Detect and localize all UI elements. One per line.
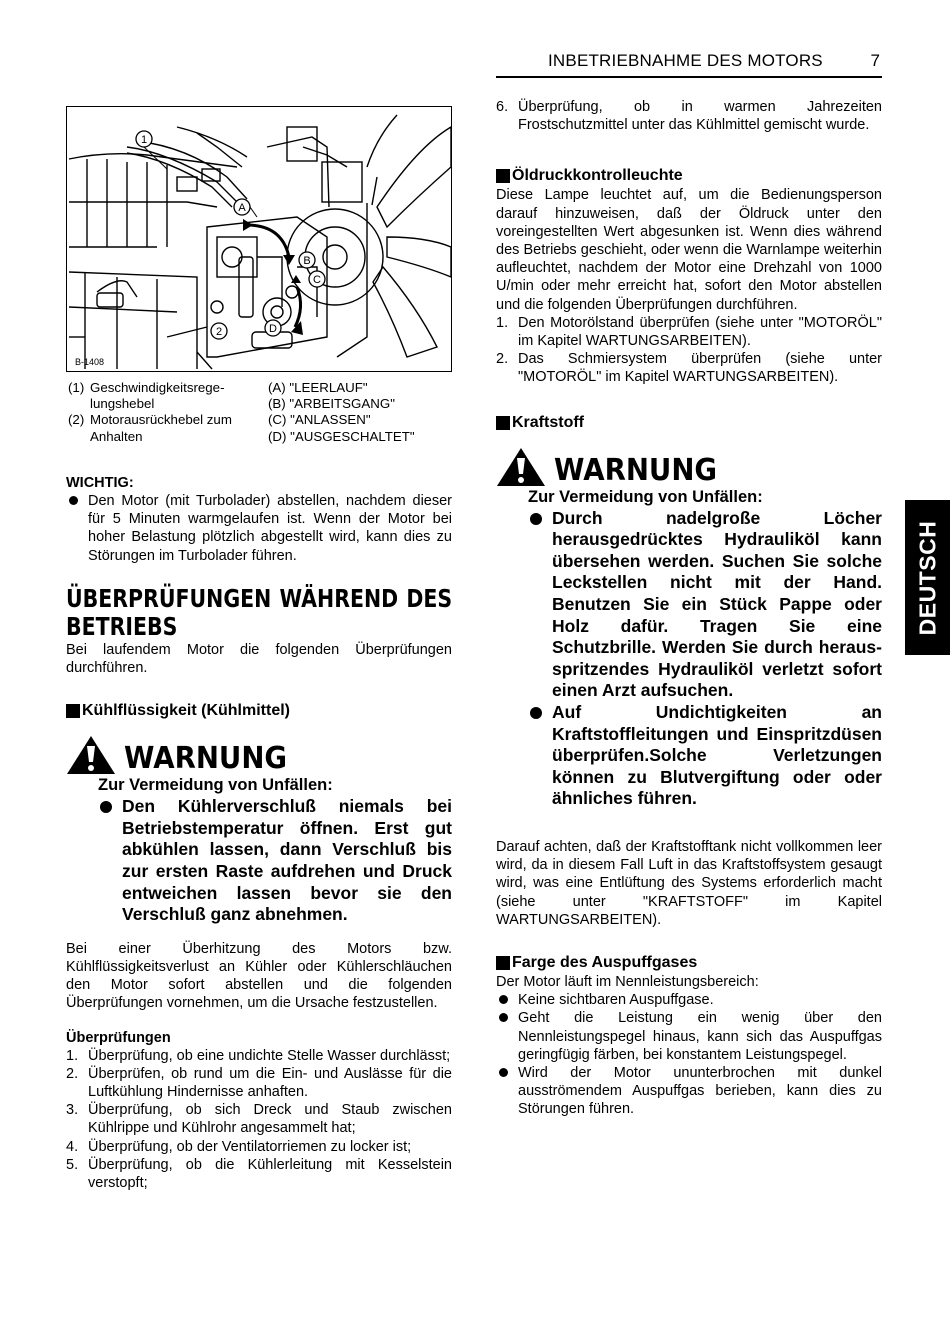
- header-title: INBETRIEBNAHME DES MOTORS: [548, 51, 823, 70]
- callout-d: D: [269, 323, 277, 335]
- exhaust-heading: Farge des Auspuffgases: [496, 953, 882, 973]
- caption-item: (B) "ARBEITSGANG": [268, 396, 395, 412]
- caption-item: (2) Motorausrückhebel zum Anhalten: [68, 412, 232, 444]
- page-header: [496, 50, 882, 78]
- coolant-paragraph: Bei einer Überhitzung des Motors bzw. Kühlflüssigkeitsverlust an Kühler oder Kühlerschläuchen den Motor sofort abstellen und die folgenden Überprüfungen vornehmen, um die Ursache festzustellen.: [66, 940, 452, 1012]
- checks-list: [66, 1047, 452, 1193]
- fuel-warning: [496, 447, 882, 810]
- square-bullet-icon: [66, 704, 80, 718]
- warning-triangle-icon: [496, 447, 546, 487]
- list-item: 2. Überprüfen, ob rund um die Ein- und Auslässe für die Luftkühlung Hindernisse anhaften.: [66, 1065, 452, 1100]
- list-item: 5. Überprüfung, ob die Kühlerleitung mit Kesselstein verstopft;: [66, 1156, 452, 1192]
- warning-bullet: Auf Undichtigkeiten an Kraftstoffleitungen und Einspritzdüsen überprüfen.Solche Verletzungen können zu Blutvergiftung oder oder ähnliches führen.: [496, 702, 882, 810]
- warning-triangle-icon: [66, 735, 116, 775]
- intro-paragraph: Bei laufendem Motor die folgenden Überprüfungen durchführen.: [66, 641, 452, 677]
- exhaust-bullet: Geht die Leistung ein wenig über den Nennleistungspegel hinaus, kann sich das Auspuffgas geringfügig färben, bei konstantem Leistungspegel.: [496, 1009, 882, 1064]
- left-column: [66, 106, 452, 1192]
- caption-item: (1) Geschwindigkeitsrege-lungshebel: [68, 380, 225, 412]
- warning-bullet: Durch nadelgroße Löcher herausgedrücktes Hydrauliköl kann übersehen werden. Suchen Sie solche Leckstellen nicht mit der Hand. Benutzen Sie ein Stück Pappe oder Holz dafür. Tragen Sie eine Schutzbrille. Werden Sie durch herausspritzendes Hydrauliköl verletzt sofort einen Arzt aufsuchen.: [496, 508, 882, 702]
- square-bullet-icon: [496, 416, 510, 430]
- warning-header: [496, 447, 882, 487]
- oil-pressure-paragraph: Diese Lampe leuchtet auf, um die Bedienungsperson darauf hinzuweisen, daß der Öldruck unter den voreingestellten Wert abgesunken ist. Wenn dies während des Betriebs geschieht, oder wenn die Warnlampe weiterhin aufleuchtet, nachdem der Motor eine Drehzahl von 1000 U/min oder mehr erreicht hat, sofort den Motor abstellen und die folgenden Überprüfungen durchführen.: [496, 187, 882, 313]
- exhaust-bullet: Wird der Motor ununterbrochen mit dunkel ausströmendem Auspuffgas berieben, kann dies zu Störungen führen.: [496, 1064, 882, 1119]
- oil-pressure-heading: Öldruckkontrolleuchte: [496, 166, 882, 186]
- bullet-dot-icon: [530, 513, 542, 525]
- main-heading-line1: ÜBERPRÜFUNGEN WÄHREND DES: [66, 583, 453, 613]
- callout-1: 1: [140, 134, 148, 146]
- callout-2: 2: [215, 326, 223, 338]
- engine-figure: [66, 106, 452, 372]
- callout-c: C: [313, 274, 321, 286]
- exhaust-bullet: Keine sichtbaren Auspuffgase.: [496, 991, 882, 1009]
- list-item: 4. Überprüfung, ob der Ventilatorriemen zu locker ist;: [66, 1138, 412, 1155]
- square-bullet-icon: [496, 956, 510, 970]
- language-tab: [905, 500, 950, 655]
- important-heading: WICHTIG:: [66, 475, 134, 491]
- engine-illustration: [67, 107, 452, 372]
- warning-bullet: Den Kühlerverschluß niemals bei Betriebstemperatur öffnen. Erst gut abkühlen lassen, dann Verschluß bis zur ersten Raste aufdrehen und Druck entweichen lassen bevor sie den Verschluß ganz abnehmen.: [66, 796, 452, 926]
- callout-b: B: [303, 255, 311, 267]
- caption-item: (A) "LEERLAUF": [268, 380, 368, 395]
- caption-right: [268, 380, 452, 445]
- square-bullet-icon: [496, 169, 510, 183]
- page-number: 7: [870, 51, 880, 70]
- list-item: 2. Das Schmiersystem überprüfen (siehe unter "MOTORÖL" im Kapitel WARTUNGSARBEITEN).: [496, 351, 882, 386]
- checks-heading: Überprüfungen: [66, 1029, 171, 1046]
- checks-list-continued: [496, 98, 882, 134]
- caption-item: (C) "ANLASSEN": [268, 412, 371, 428]
- coolant-warning: [66, 735, 452, 926]
- list-item: 1. Überprüfung, ob eine undichte Stelle Wasser durchlässt;: [66, 1047, 451, 1064]
- list-item: 3. Überprüfung, ob sich Dreck und Staub zwischen Kühlrippe und Kühlrohr angesammelt hat;: [66, 1102, 452, 1137]
- warning-title: WARNUNG: [554, 452, 718, 488]
- figure-code: B-1408: [75, 357, 105, 367]
- main-heading-line2: BETRIEBS: [66, 611, 178, 641]
- caption-item: (D) "AUSGESCHALTET": [268, 428, 415, 444]
- warning-subtitle: Zur Vermeidung von Unfällen:: [98, 776, 333, 795]
- coolant-heading: Kühlflüssigkeit (Kühlmittel): [66, 701, 452, 721]
- warning-subtitle: Zur Vermeidung von Unfällen:: [528, 487, 763, 506]
- bullet-dot-icon: [530, 707, 542, 719]
- warning-title: WARNUNG: [124, 741, 288, 777]
- callout-a: A: [238, 202, 246, 214]
- fuel-heading: Kraftstoff: [496, 413, 882, 433]
- fuel-paragraph: Darauf achten, daß der Kraftstofftank nicht vollkommen leer wird, da in diesem Fall Luft in das Kraftstoffsystem gesaugt wird, was eine Entlüftung des Systems erforderlich macht (siehe unter "KRAFTSTOFF" im Kapitel WARTUNGSARBEITEN).: [496, 838, 882, 928]
- exhaust-intro: Der Motor läuft im Nennleistungsbereich:: [496, 973, 759, 990]
- list-item: 1. Den Motorölstand überprüfen (siehe unter "MOTORÖL" im Kapitel WARTUNGSARBEITEN).: [496, 314, 882, 350]
- important-bullet: Den Motor (mit Turbolader) abstellen, nachdem dieser für 5 Minuten warmgelaufen ist. Wenn der Motor bei hoher Belastung plötzlich abgestellt wird, kann dies zu Störungen im Turbolader führen.: [66, 492, 452, 565]
- figure-caption: [66, 380, 452, 452]
- right-column: [496, 98, 882, 1119]
- bullet-dot-icon: [100, 801, 112, 813]
- oil-pressure-list: [496, 314, 882, 387]
- caption-left: [68, 380, 258, 445]
- warning-header: [66, 735, 452, 775]
- language-tab-label: DEUTSCH: [914, 520, 940, 635]
- main-heading: [66, 585, 452, 641]
- list-item: 6. Überprüfung, ob in warmen Jahrezeiten Frostschutzmittel unter das Kühlmittel gemischt wurde.: [496, 99, 882, 134]
